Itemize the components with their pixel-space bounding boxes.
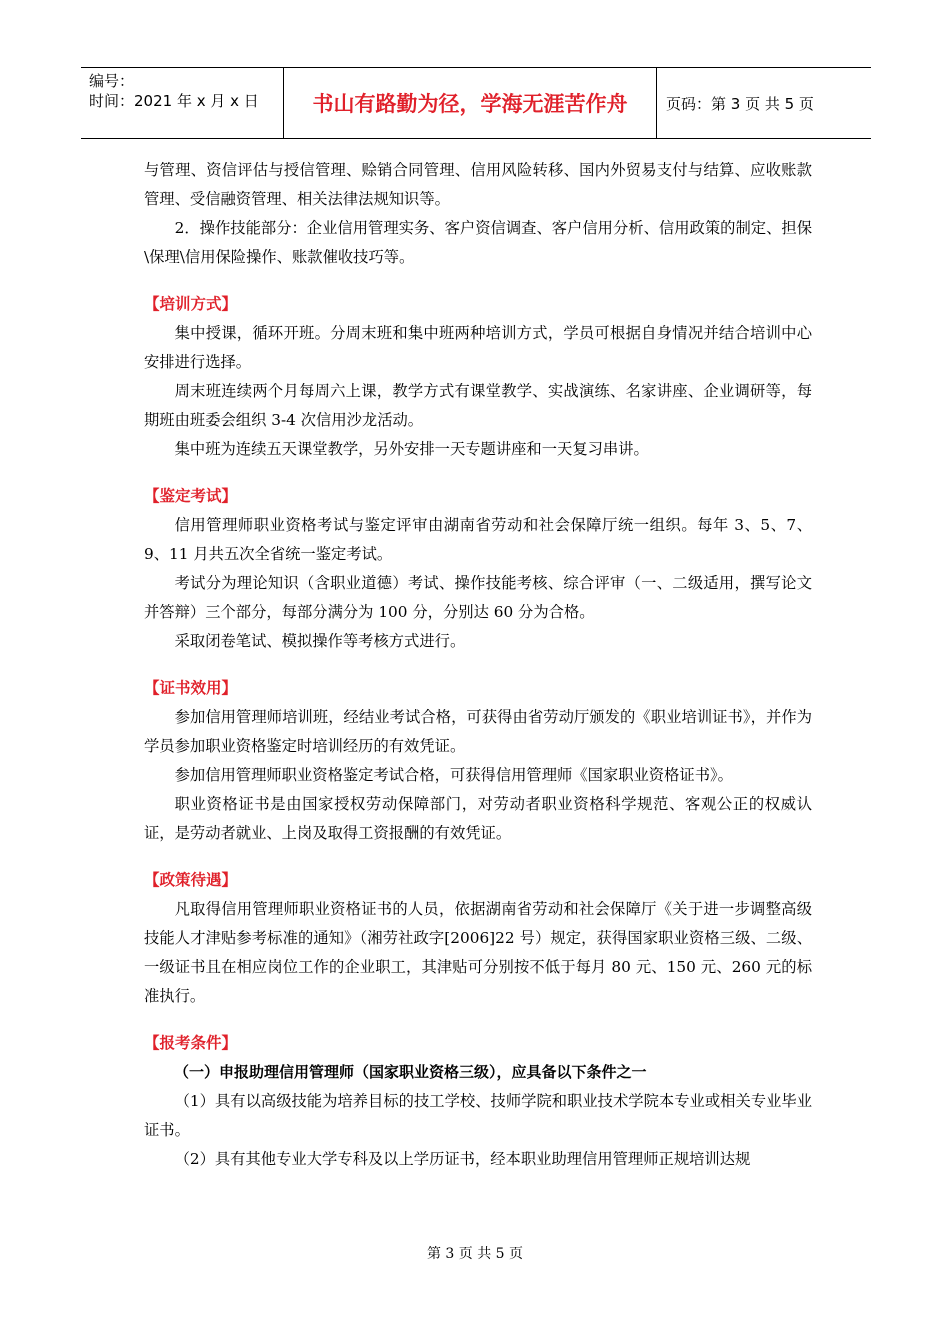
training-paragraph-1: 集中授课，循环开班。分周末班和集中班两种培训方式，学员可根据自身情况并结合培训中心安排进行选择。 (144, 324, 812, 371)
certificate-paragraph-2: 参加信用管理师职业资格鉴定考试合格，可获得信用管理师《国家职业资格证书》。 (174, 766, 733, 784)
page-header (81, 67, 871, 139)
document-body (144, 156, 812, 1174)
intro-paragraph-2: 2．操作技能部分：企业信用管理实务、客户资信调查、客户信用分析、信用政策的制定、担保\保理\信用保险操作、账款催收技巧等。 (144, 219, 812, 266)
exam-paragraph-1: 信用管理师职业资格考试与鉴定评审由湖南省劳动和社会保障厅统一组织。每年 3、5、7、9、11 月共五次全省统一鉴定考试。 (144, 516, 812, 563)
section-title-requirements: 【报考条件】 (144, 1034, 238, 1052)
requirements-paragraph-2: （2）具有其他专业大学专科及以上学历证书，经本职业助理信用管理师正规培训达规 (174, 1150, 751, 1168)
document-number-label: 编号： (89, 72, 135, 90)
section-title-exam: 【鉴定考试】 (144, 487, 238, 505)
policy-paragraph-1: 凡取得信用管理师职业资格证书的人员，依据湖南省劳动和社会保障厅《关于进一步调整高级技能人才津贴参考标准的通知》（湘劳社政字[2006]22 号）规定，获得国家职业资格三级、二级、一级证书且在相应岗位工作的企业职工，其津贴可分别按不低于每月 80 元、150 元、260 元的标准执行。 (144, 900, 812, 1005)
header-page-info: 页码：第 3 页 共 5 页 (666, 94, 814, 113)
requirements-paragraph-1: （1）具有以高级技能为培养目标的技工学校、技师学院和职业技术学院本专业或相关专业毕业证书。 (144, 1092, 812, 1139)
certificate-paragraph-3: 职业资格证书是由国家授权劳动保障部门，对劳动者职业资格科学规范、客观公正的权威认证，是劳动者就业、上岗及取得工资报酬的有效凭证。 (144, 795, 812, 842)
training-paragraph-3: 集中班为连续五天课堂教学，另外安排一天专题讲座和一天复习串讲。 (174, 440, 649, 458)
exam-paragraph-3: 采取闭卷笔试、模拟操作等考核方式进行。 (174, 632, 466, 650)
certificate-paragraph-1: 参加信用管理师培训班，经结业考试合格，可获得由省劳动厅颁发的《职业培训证书》，并作为学员参加职业资格鉴定时培训经历的有效凭证。 (144, 708, 812, 755)
requirements-subheading: （一）申报助理信用管理师（国家职业资格三级），应具备以下条件之一 (174, 1063, 647, 1081)
section-title-certificate: 【证书效用】 (144, 679, 238, 697)
document-date: 时间：2021 年 x 月 x 日 (89, 92, 259, 110)
exam-paragraph-2: 考试分为理论知识（含职业道德）考试、操作技能考核、综合评审（一、二级适用，撰写论文并答辩）三个部分，每部分满分为 100 分，分别达 60 分为合格。 (144, 574, 812, 621)
intro-paragraph-1: 与管理、资信评估与授信管理、赊销合同管理、信用风险转移、国内外贸易支付与结算、应收账款管理、受信融资管理、相关法律法规知识等。 (144, 161, 812, 208)
section-title-training: 【培训方式】 (144, 295, 238, 313)
header-meta (81, 68, 284, 138)
section-title-policy: 【政策待遇】 (144, 871, 238, 889)
page-footer: 第 3 页 共 5 页 (426, 1246, 524, 1262)
header-motto: 书山有路勤为径，学海无涯苦作舟 (284, 68, 657, 138)
training-paragraph-2: 周末班连续两个月每周六上课，教学方式有课堂教学、实战演练、名家讲座、企业调研等，每期班由班委会组织 3-4 次信用沙龙活动。 (144, 382, 812, 429)
